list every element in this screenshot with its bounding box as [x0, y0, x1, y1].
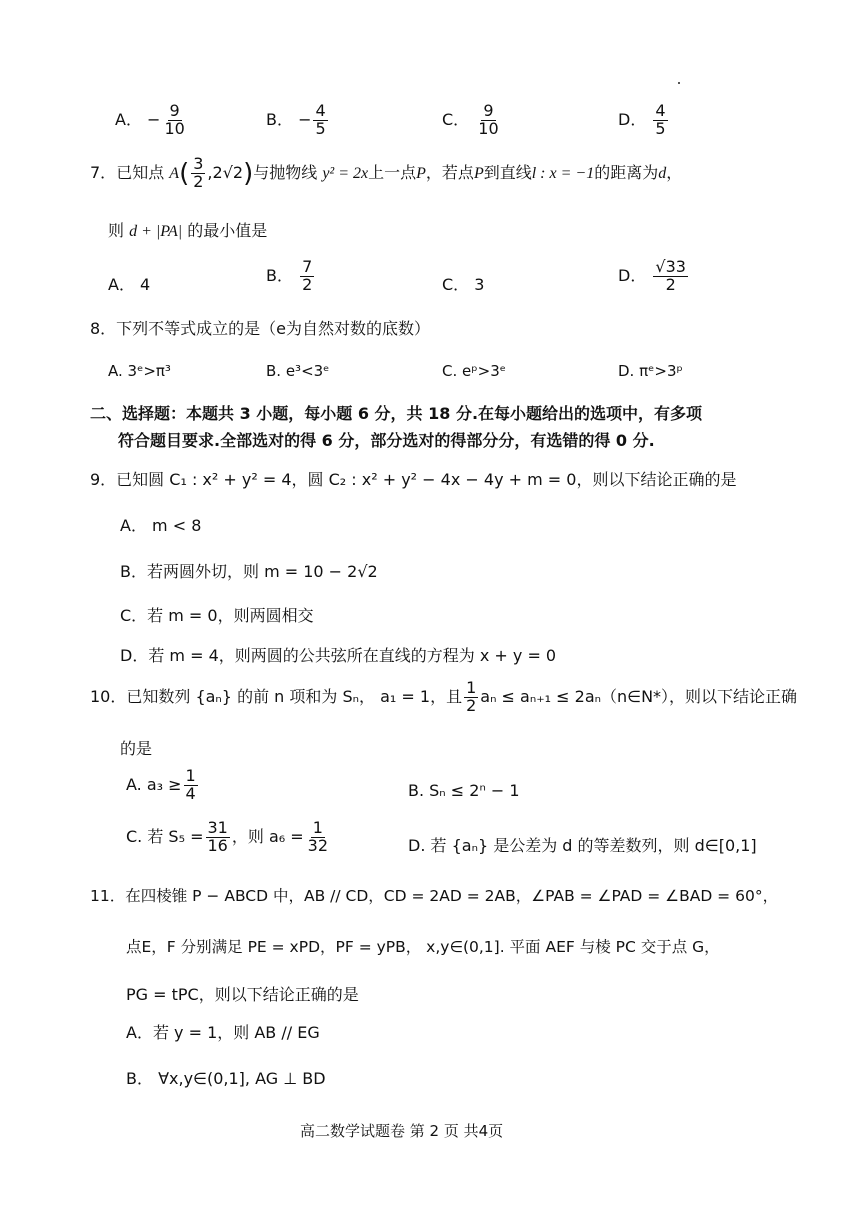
q11-stem-line3: PG = tPC，则以下结论正确的是: [126, 985, 359, 1004]
q7-option-b: B． $\frac{7}{2}$: [266, 257, 313, 294]
q11-stem-line1: 11．在四棱锥 P − ABCD 中，AB // CD，CD = 2AD = 2AB，∠PAB = ∠PAD = ∠BAD = 60°，: [90, 887, 779, 905]
q10-stem-line2: 的是: [120, 739, 153, 758]
q6-option-a: A． − $\frac{9}{10}$: [115, 101, 185, 138]
q8-stem: 8．下列不等式成立的是（e为自然对数的底数）: [90, 319, 431, 338]
q8-option-d: D. πᵉ>3ᵖ: [618, 362, 683, 380]
q7-stem-line2: 则 d + |PA| 的最小值是: [108, 221, 268, 240]
q8-option-a: A. 3ᵉ>π³: [108, 362, 171, 380]
q7-option-d: D． $\frac{√33}{2}$: [618, 257, 686, 294]
section-2-heading-line1: 二、选择题：本题共 3 小题，每小题 6 分，共 18 分.在每小题给出的选项中，有多项: [90, 404, 703, 423]
q11-option-a: A．若 y = 1，则 AB // EG: [126, 1023, 320, 1042]
q10-option-d: D. 若 {aₙ} 是公差为 d 的等差数列，则 d∈[0,1]: [408, 836, 757, 855]
q11-stem-line2: 点E，F 分别满足 PE = xPD，PF = yPB， x,y∈(0,1]. 平面 AEF 与棱 PC 交于点 G，: [126, 938, 720, 956]
q6-option-b: B． − $\frac{4}{5}$: [266, 101, 326, 138]
q9-option-a: A． m < 8: [120, 516, 202, 535]
q10-option-a: A. a₃ ≥ $\frac{1}{4}$: [126, 766, 196, 803]
q10-option-b: B. Sₙ ≤ 2ⁿ − 1: [408, 781, 520, 800]
q11-option-b: B． ∀x,y∈(0,1], AG ⊥ BD: [126, 1069, 326, 1088]
q9-option-d: D．若 m = 4，则两圆的公共弦所在直线的方程为 x + y = 0: [120, 646, 557, 665]
q6-option-c: C． $\frac{9}{10}$: [442, 101, 499, 138]
q7-stem: 7．已知点 A( $\frac{3}{2}$ ,2√2)与抛物线 y² = 2x上一点P，若点P到直线l : x = −1的距离为d，: [90, 154, 683, 191]
q10-stem: 10．已知数列 {aₙ} 的前 n 项和为 Sₙ， a₁ = 1，且 $\frac{1}{2}$ aₙ ≤ aₙ₊₁ ≤ 2aₙ（n∈N*），则以下结论正确: [90, 678, 798, 715]
q9-stem: 9．已知圆 C₁ : x² + y² = 4，圆 C₂ : x² + y² − 4x − 4y + m = 0，则以下结论正确的是: [90, 470, 737, 489]
q8-option-b: B. e³<3ᵉ: [266, 362, 330, 380]
section-2-heading-line2: 符合题目要求.全部选对的得 6 分，部分选对的得部分分，有选错的得 0 分.: [118, 431, 655, 450]
scan-speck: [678, 82, 680, 84]
q7-option-a: A． 4: [108, 275, 151, 294]
q8-option-c: C. eᵖ>3ᵉ: [442, 362, 507, 380]
q9-option-c: C．若 m = 0，则两圆相交: [120, 606, 314, 625]
page-footer: 高二数学试题卷 第 2 页 共4页: [300, 1122, 504, 1140]
q6-option-d: D． $\frac{4}{5}$: [618, 101, 666, 138]
q9-option-b: B．若两圆外切，则 m = 10 − 2√2: [120, 562, 378, 581]
q7-option-c: C． 3: [442, 275, 485, 294]
q10-option-c: C. 若 S₅ = $\frac{31}{16}$ ，则 a₆ = $\frac{1}{32}$: [126, 818, 329, 855]
